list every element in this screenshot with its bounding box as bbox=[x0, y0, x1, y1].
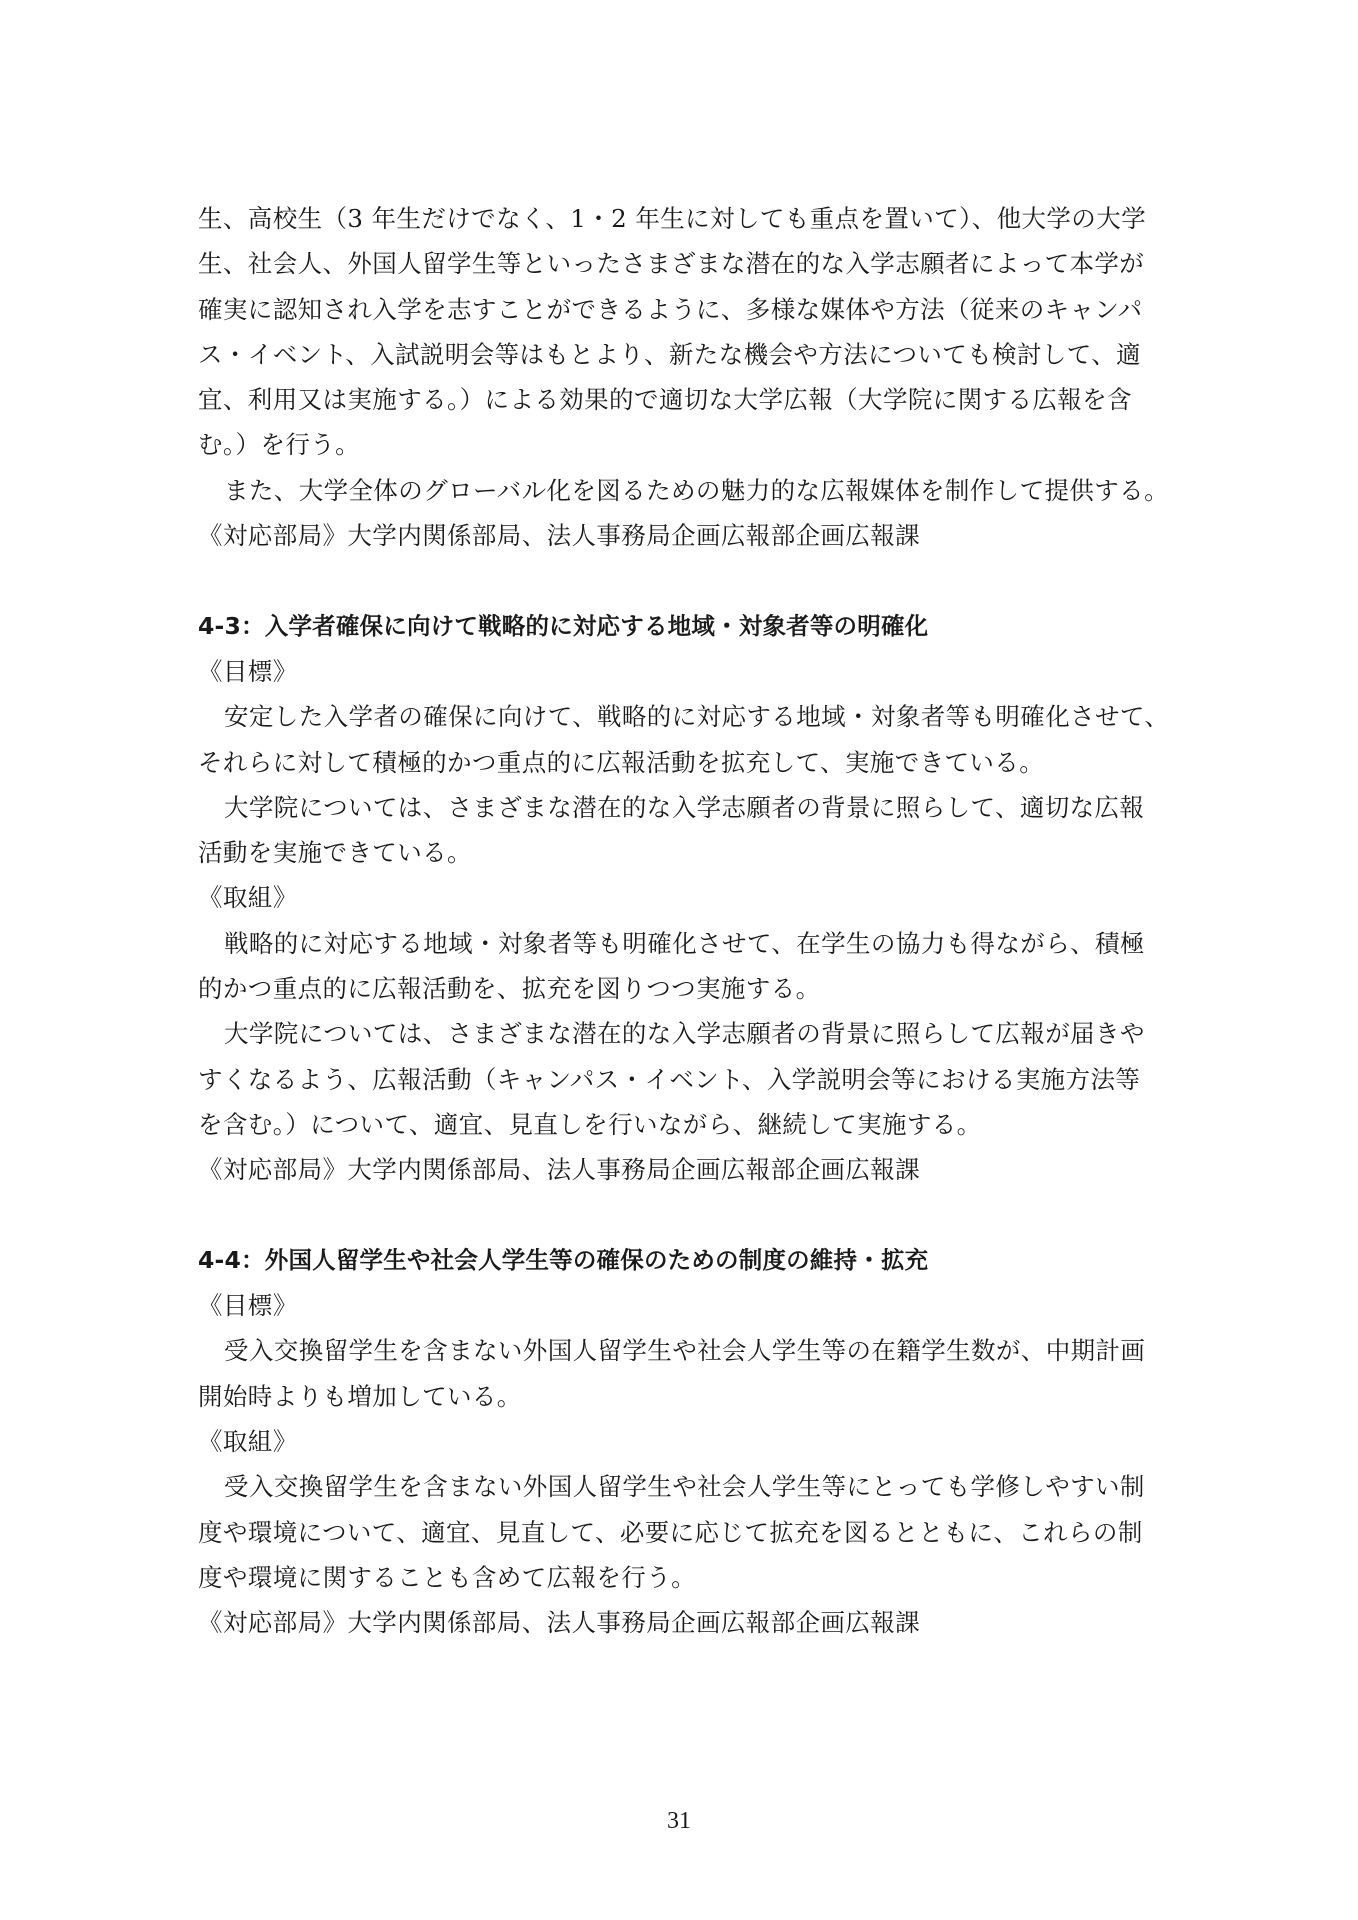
department-note: 《対応部局》大学内関係部局、法人事務局企画広報部企画広報課 bbox=[198, 521, 921, 551]
page-number: 31 bbox=[667, 1808, 691, 1834]
paragraph bbox=[198, 196, 1178, 468]
text-line: 的かつ重点的に広報活動を、拡充を図りつつ実施する。 bbox=[198, 974, 821, 1004]
paragraph bbox=[198, 1011, 1178, 1147]
text-line: 度や環境について、適宜、見直して、必要に応じて拡充を図るとともに、これらの制 bbox=[198, 1517, 1143, 1547]
text-line: ス・イベント、入試説明会等はもとより、新たな機会や方法についても検討して、適 bbox=[198, 339, 1142, 369]
text-line: 大学院については、さまざまな潜在的な入学志願者の背景に照らして、適切な広報 bbox=[224, 792, 1145, 822]
text-line: を含む。）について、適宜、見直しを行いながら、継続して実施する。 bbox=[198, 1109, 982, 1139]
section-heading: 4-4：外国人留学生や社会人学生等の確保のための制度の維持・拡充 bbox=[198, 1245, 929, 1274]
paragraph bbox=[198, 921, 1178, 1012]
spacer bbox=[198, 1193, 1178, 1238]
department-note: 《対応部局》大学内関係部局、法人事務局企画広報部企画広報課 bbox=[198, 1608, 921, 1638]
text-line: 活動を実施できている。 bbox=[198, 838, 472, 868]
text-line: 生、社会人、外国人留学生等といったさまざまな潜在的な入学志願者によって本学が bbox=[198, 249, 1145, 279]
text-line: 安定した入学者の確保に向けて、戦略的に対応する地域・対象者等も明確化させて、 bbox=[224, 702, 1170, 732]
text-line: 大学院については、さまざまな潜在的な入学志願者の背景に照らして広報が届きや bbox=[224, 1019, 1145, 1049]
text-line: すくなるよう、広報活動（キャンパス・イベント、入学説明会等における実施方法等 bbox=[198, 1064, 1141, 1094]
paragraph bbox=[198, 694, 1178, 785]
text-line: それらに対して積極的かつ重点的に広報活動を拡充して、実施できている。 bbox=[198, 747, 1045, 777]
text-line: む。）を行う。 bbox=[198, 430, 361, 460]
paragraph bbox=[198, 785, 1178, 876]
text-line: 宜、利用又は実施する。）による効果的で適切な大学広報（大学院に関する広報を含 bbox=[198, 385, 1132, 415]
text-line: 受入交換留学生を含まない外国人留学生や社会人学生等にとっても学修しやすい制 bbox=[224, 1472, 1145, 1502]
text-line: 度や環境に関することも含めて広報を行う。 bbox=[198, 1562, 696, 1592]
action-label: 《取組》 bbox=[198, 1427, 298, 1457]
action-label: 《取組》 bbox=[198, 883, 298, 913]
page-content bbox=[198, 196, 1178, 1646]
text-line: 生、高校生（3 年生だけでなく、1・2 年生に対しても重点を置いて）、他大学の大学 bbox=[198, 204, 1146, 233]
section-heading: 4-3：入学者確保に向けて戦略的に対応する地域・対象者等の明確化 bbox=[198, 611, 929, 640]
department-note: 《対応部局》大学内関係部局、法人事務局企画広報部企画広報課 bbox=[198, 1155, 921, 1185]
text-line: 確実に認知され入学を志すことができるように、多様な媒体や方法（従来のキャンパ bbox=[198, 294, 1143, 324]
text-line: また、大学全体のグローバル化を図るための魅力的な広報媒体を制作して提供する。 bbox=[224, 475, 1169, 505]
paragraph bbox=[198, 1464, 1178, 1600]
section-4-4 bbox=[198, 1238, 1178, 1646]
goal-label: 《目標》 bbox=[198, 656, 298, 686]
goal-label: 《目標》 bbox=[198, 1291, 298, 1321]
spacer bbox=[198, 558, 1178, 603]
paragraph bbox=[198, 1328, 1178, 1419]
text-line: 戦略的に対応する地域・対象者等も明確化させて、在学生の協力も得ながら、積極 bbox=[224, 928, 1145, 958]
text-line: 受入交換留学生を含まない外国人留学生や社会人学生等の在籍学生数が、中期計画 bbox=[224, 1336, 1146, 1366]
text-line: 開始時よりも増加している。 bbox=[198, 1381, 522, 1411]
section-4-3 bbox=[198, 604, 1178, 1193]
